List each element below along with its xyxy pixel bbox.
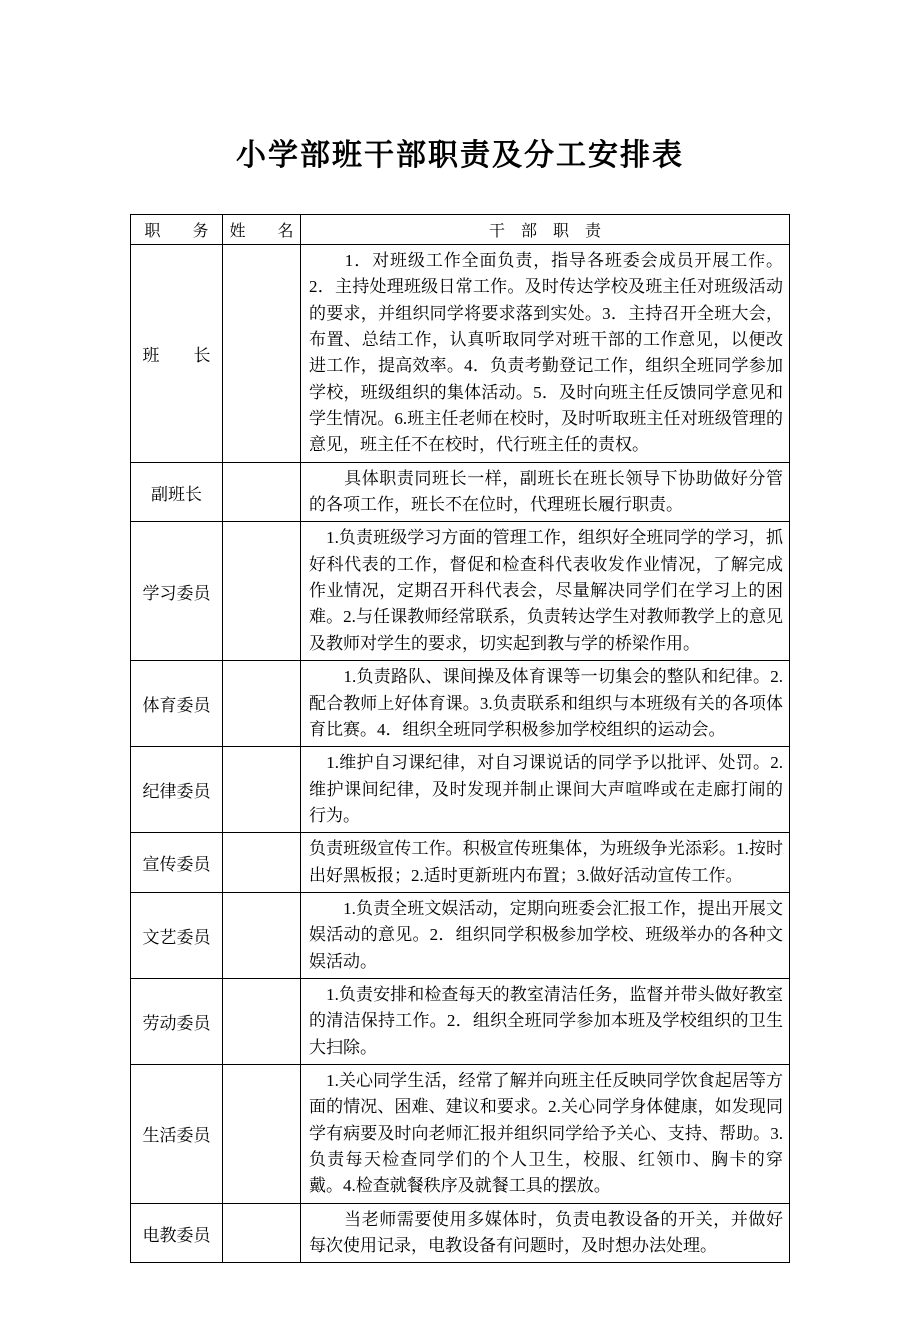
table-header-row (131, 215, 790, 245)
table-row (131, 522, 790, 661)
position-cell: 文艺委员 (131, 892, 223, 978)
table-row (131, 892, 790, 978)
duties-cell: 1.负责安排和检查每天的教室清洁任务，监督并带头做好教室的清洁保持工作。2．组织全班同学参加本班及学校组织的卫生大扫除。 (301, 978, 790, 1064)
name-cell (223, 892, 301, 978)
duties-cell: 具体职责同班长一样，副班长在班长领导下协助做好分管的各项工作，班长不在位时，代理班长履行职责。 (301, 462, 790, 522)
position-cell: 生活委员 (131, 1064, 223, 1203)
table-row (131, 661, 790, 747)
name-cell (223, 462, 301, 522)
table-row (131, 1203, 790, 1263)
position-cell: 班 长 (131, 245, 223, 463)
position-cell: 劳动委员 (131, 978, 223, 1064)
table-row (131, 245, 790, 463)
duty-table (130, 214, 790, 1263)
position-cell: 学习委员 (131, 522, 223, 661)
duties-cell: 1.负责路队、课间操及体育课等一切集会的整队和纪律。2.配合教师上好体育课。3.负责联系和组织与本班级有关的各项体育比赛。4．组织全班同学积极参加学校组织的运动会。 (301, 661, 790, 747)
table-row (131, 747, 790, 833)
name-cell (223, 747, 301, 833)
name-cell (223, 1064, 301, 1203)
table-body (131, 245, 790, 1263)
name-cell (223, 661, 301, 747)
duties-cell: 1.维护自习课纪律，对自习课说话的同学予以批评、处罚。2.维护课间纪律，及时发现并制止课间大声喧哗或在走廊打闹的行为。 (301, 747, 790, 833)
duties-cell: 负责班级宣传工作。积极宣传班集体，为班级争光添彩。1.按时出好黑板报；2.适时更新班内布置；3.做好活动宣传工作。 (301, 833, 790, 893)
position-cell: 纪律委员 (131, 747, 223, 833)
column-header-position: 职 务 (131, 215, 223, 245)
table-row (131, 978, 790, 1064)
duties-cell: 1．对班级工作全面负责，指导各班委会成员开展工作。2．主持处理班级日常工作。及时传达学校及班主任对班级活动的要求，并组织同学将要求落到实处。3．主持召开全班大会，布置、总结工作，认真听取同学对班干部的工作意见，以便改进工作，提高效率。4．负责考勤登记工作，组织全班同学参加学校，班级组织的集体活动。5．及时向班主任反馈同学意见和学生情况。6.班主任老师在校时，及时听取班主任对班级管理的意见，班主任不在校时，代行班主任的责权。 (301, 245, 790, 463)
position-cell: 电教委员 (131, 1203, 223, 1263)
position-cell: 体育委员 (131, 661, 223, 747)
duties-cell: 1.负责全班文娱活动，定期向班委会汇报工作，提出开展文娱活动的意见。2．组织同学积极参加学校、班级举办的各种文娱活动。 (301, 892, 790, 978)
column-header-duties: 干 部 职 责 (301, 215, 790, 245)
duties-cell: 1.负责班级学习方面的管理工作，组织好全班同学的学习，抓好科代表的工作，督促和检查科代表收发作业情况，了解完成作业情况，定期召开科代表会，尽量解决同学们在学习上的困难。2.与任课教师经常联系，负责转达学生对教师教学上的意见及教师对学生的要求，切实起到教与学的桥梁作用。 (301, 522, 790, 661)
table-row (131, 462, 790, 522)
duties-cell: 1.关心同学生活，经常了解并向班主任反映同学饮食起居等方面的情况、困难、建议和要求。2.关心同学身体健康，如发现同学有病要及时向老师汇报并组织同学给予关心、支持、帮助。3.负责每天检查同学们的个人卫生，校服、红领巾、胸卡的穿戴。4.检查就餐秩序及就餐工具的摆放。 (301, 1064, 790, 1203)
column-header-name: 姓 名 (223, 215, 301, 245)
position-cell: 宣传委员 (131, 833, 223, 893)
page-title: 小学部班干部职责及分工安排表 (236, 139, 684, 172)
name-cell (223, 978, 301, 1064)
table-row (131, 1064, 790, 1203)
name-cell (223, 1203, 301, 1263)
duties-cell: 当老师需要使用多媒体时，负责电教设备的开关，并做好每次使用记录，电教设备有问题时，及时想办法处理。 (301, 1203, 790, 1263)
name-cell (223, 833, 301, 893)
position-cell: 副班长 (131, 462, 223, 522)
table-row (131, 833, 790, 893)
name-cell (223, 245, 301, 463)
name-cell (223, 522, 301, 661)
